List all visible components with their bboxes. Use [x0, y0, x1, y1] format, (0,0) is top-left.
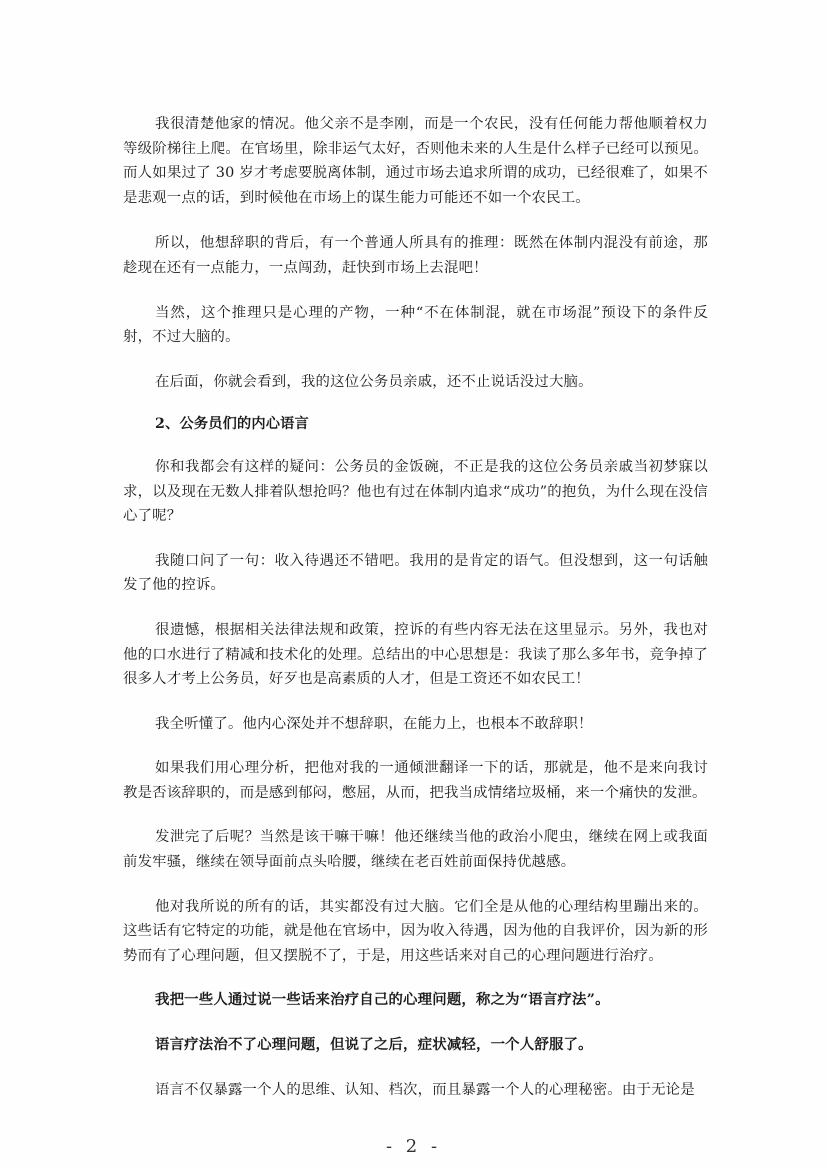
paragraph: 语言不仅暴露一个人的思维、认知、档次，而且暴露一个人的心理秘密。由于无论是 [155, 1081, 695, 1098]
paragraph: 你和我都会有这样的疑问：公务员的金饭碗，不正是我的这位公务员亲戚当初梦寐以求，以及现在无数人排着队想抢吗？他也有过在体制内追求“成功”的抱负，为什么现在没信心了呢？ [123, 458, 708, 525]
paragraph: 所以，他想辞职的背后，有一个普通人所具有的推理：既然在体制内混没有前途，那趁现在还有一点能力，一点闯劲，赶快到市场上去混吧！ [123, 235, 708, 276]
paragraph: 在后面，你就会看到，我的这位公务员亲戚，还不止说话没过大脑。 [155, 373, 593, 390]
paragraph: 很遗憾，根据相关法律法规和政策，控诉的有些内容无法在这里显示。另外，我也对他的口水进行了精减和技术化的处理。总结出的中心思想是：我读了那么多年书，竞争掉了很多人才考上公务员，好歹也是高素质的人才，但是工资还不如农民工！ [123, 621, 708, 688]
paragraph: 我很清楚他家的情况。他父亲不是李刚，而是一个农民，没有任何能力帮他顺着权力等级阶梯往上爬。在官场里，除非运气太好，否则他未来的人生是什么样子已经可以预见。而人如果过了 30 岁才考虑要脱离体制，通过市场去追求所谓的成功，已经很难了，如果不是悲观一点的话，到时候他在市场上的谋生能力可能还不如一个农民工。 [123, 116, 708, 206]
paragraph: 当然，这个推理只是心理的产物，一种“不在体制混，就在市场混”预设下的条件反射，不过大脑的。 [123, 304, 708, 346]
bold-paragraph: 语言疗法治不了心理问题，但说了之后，症状减轻，一个人舒服了。 [155, 1036, 593, 1054]
page-number: - 2 - [385, 1136, 442, 1157]
bold-paragraph: 我把一些人通过说一些话来治疗自己的心理问题，称之为“语言疗法”。 [155, 991, 610, 1009]
paragraph: 我随口问了一句：收入待遇还不错吧。我用的是肯定的语气。但没想到，这一句话触发了他的控诉。 [123, 552, 708, 594]
document-body [123, 112, 708, 1122]
section-heading: 2、公务员们的内心语言 [155, 416, 309, 433]
paragraph: 如果我们用心理分析，把他对我的一通倾泄翻译一下的话，那就是，他不是来向我讨教是否该辞职的，而是感到郁闷，憋屈，从而，把我当成情绪垃圾桶，来一个痛快的发泄。 [123, 760, 708, 801]
paragraph: 他对我所说的所有的话，其实都没有过大脑。它们全是从他的心理结构里蹦出来的。这些话有它特定的功能，就是他在官场中，因为收入待遇，因为他的自我评价，因为新的形势而有了心理问题，但又摆脱不了，于是，用这些话来对自己的心理问题进行治疗。 [123, 898, 708, 964]
paragraph: 我全听懂了。他内心深处并不想辞职，在能力上，也根本不敢辞职！ [155, 715, 593, 732]
paragraph: 发泄完了后呢？当然是该干嘛干嘛！他还继续当他的政治小爬虫，继续在网上或我面前发牢骚，继续在领导面前点头哈腰，继续在老百姓前面保持优越感。 [123, 829, 708, 871]
